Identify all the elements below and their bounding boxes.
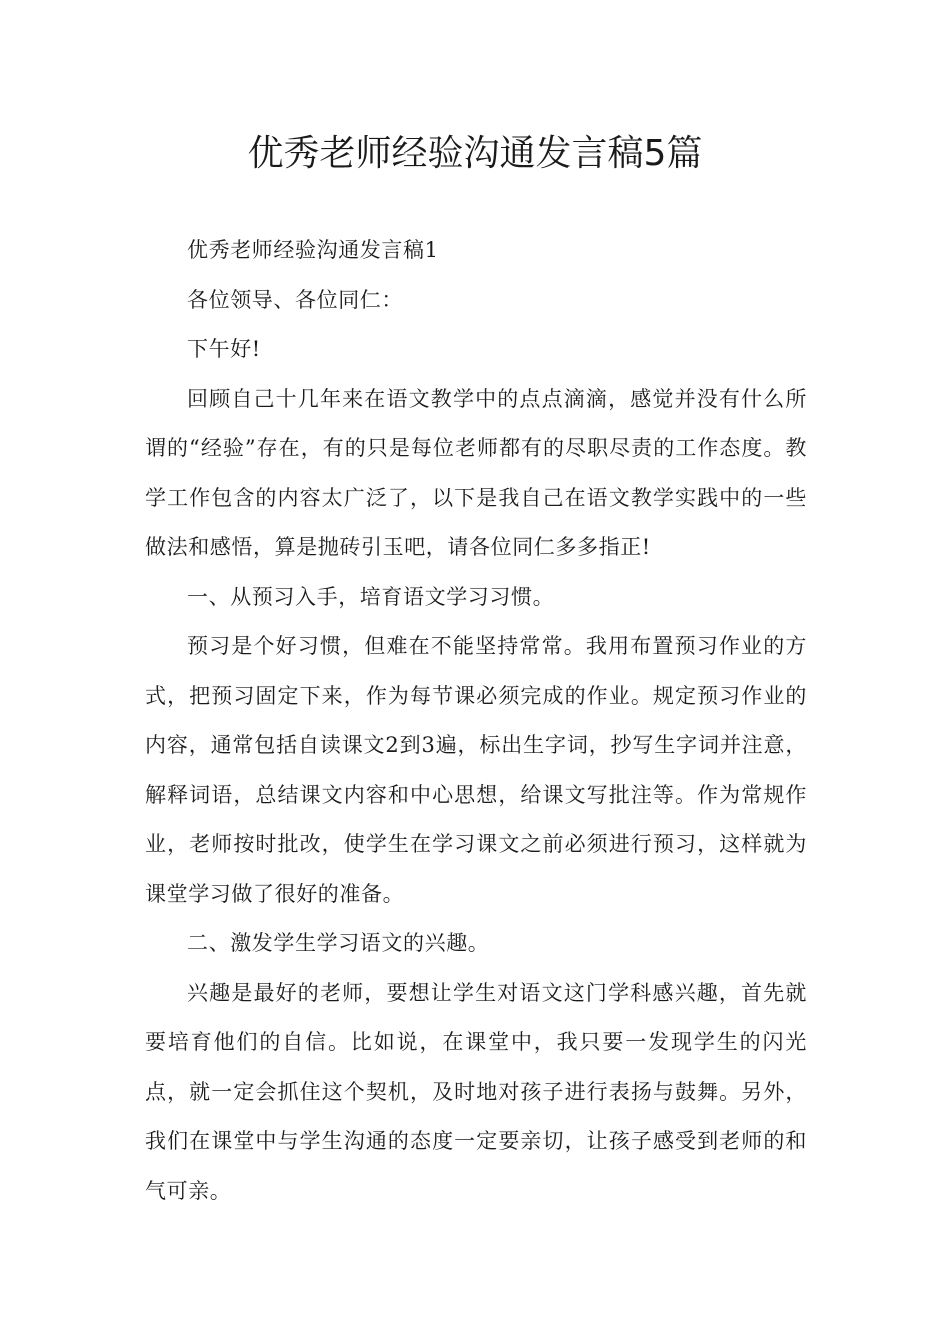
paragraph-salutation: 各位领导、各位同仁： <box>187 287 403 312</box>
paragraph-heading-1: 优秀老师经验沟通发言稿1 <box>187 238 439 262</box>
paragraph-section-1-heading: 一、从预习入手，培育语文学习习惯。 <box>187 584 555 609</box>
document-body <box>145 226 807 1216</box>
paragraph-section-1-body: 预习是个好习惯，但难在不能坚持常常。我用布置预习作业的方式，把预习固定下来，作为每节课必须完成的作业。规定预习作业的内容，通常包括自读课文2到3遍，标出生字词，抄写生字词并注意，解释词语，总结课文内容和中心思想，给课文写批注等。作为常规作业，老师按时批改，使学生在学习课文之前必须进行预习，这样就为课堂学习做了很好的准备。 <box>145 634 807 906</box>
document-title: 优秀老师经验沟通发言稿5篇 <box>247 133 703 174</box>
paragraph-section-2-body: 兴趣是最好的老师，要想让学生对语文这门学科感兴趣，首先就要培育他们的自信。比如说，在课堂中，我只要一发现学生的闪光点，就一定会抓住这个契机，及时地对孩子进行表扬与鼓舞。另外，我们在课堂中与学生沟通的态度一定要亲切，让孩子感受到老师的和气可亲。 <box>145 980 807 1203</box>
paragraph-intro: 回顾自己十几年来在语文教学中的点点滴滴，感觉并没有什么所谓的“经验”存在，有的只是每位老师都有的尽职尽责的工作态度。教学工作包含的内容太广泛了，以下是我自己在语文教学实践中的一些做法和感悟，算是抛砖引玉吧，请各位同仁多多指正! <box>145 386 807 559</box>
paragraph-greeting: 下午好! <box>187 337 261 361</box>
paragraph-section-2-heading: 二、激发学生学习语文的兴趣。 <box>187 931 490 955</box>
